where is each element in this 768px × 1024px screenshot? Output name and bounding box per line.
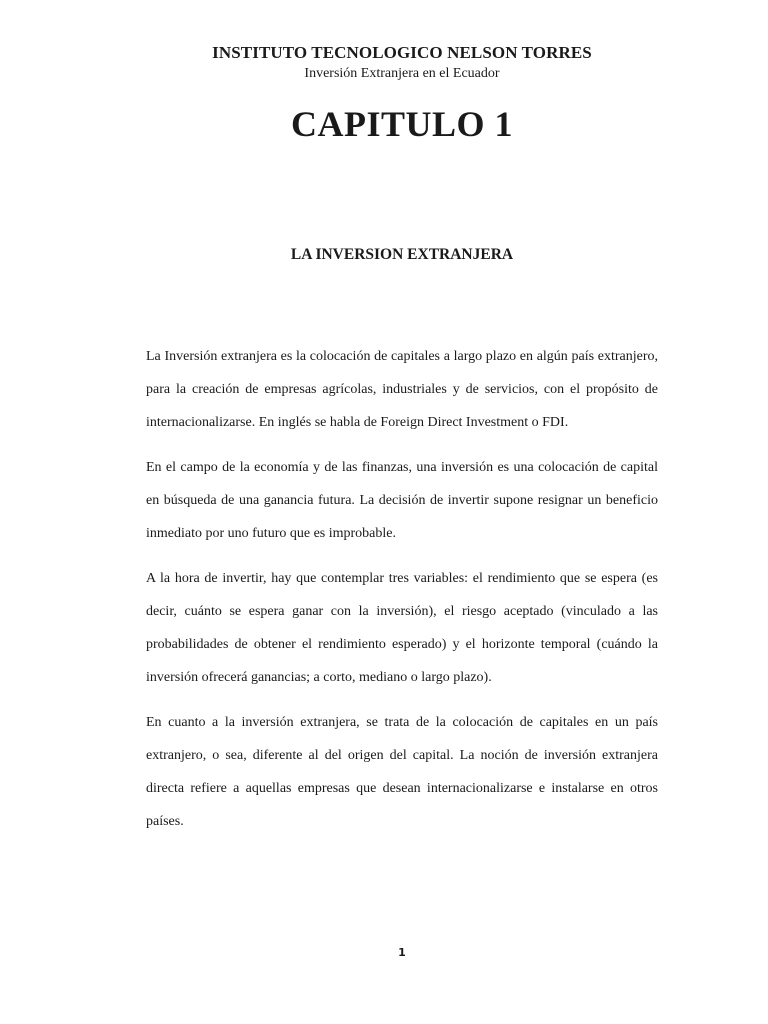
institution-header: INSTITUTO TECNOLOGICO NELSON TORRES	[212, 43, 592, 62]
body-text	[146, 340, 658, 850]
document-subtitle: Inversión Extranjera en el Ecuador	[304, 66, 500, 81]
paragraph: En cuanto a la inversión extranjera, se trata de la colocación de capitales en un país extranjero, o sea, diferente al del origen del capital. La noción de inversión extranjera directa refiere a aquellas empresas que desean internacionalizarse e instalarse en otros países.	[146, 715, 658, 829]
section-title: LA INVERSION EXTRANJERA	[290, 246, 514, 263]
chapter-title: CAPITULO 1	[290, 104, 514, 144]
paragraph: En el campo de la economía y de las finanzas, una inversión es una colocación de capital en búsqueda de una ganancia futura. La decisión de invertir supone resignar un beneficio inmediato por uno futuro que es improbable.	[146, 460, 658, 541]
paragraph: La Inversión extranjera es la colocación de capitales a largo plazo en algún país extranjero, para la creación de empresas agrícolas, industriales y de servicios, con el propósito de internacionalizarse. En inglés se habla de Foreign Direct Investment o FDI.	[146, 349, 658, 430]
page-number: 1	[398, 946, 406, 959]
paragraph: A la hora de invertir, hay que contemplar tres variables: el rendimiento que se espera (es decir, cuánto se espera ganar con la inversión), el riesgo aceptado (vinculado a las probabilidades de obtener el rendimiento esperado) y el horizonte temporal (cuándo la inversión ofrecerá ganancias; a corto, mediano o largo plazo).	[146, 571, 658, 685]
